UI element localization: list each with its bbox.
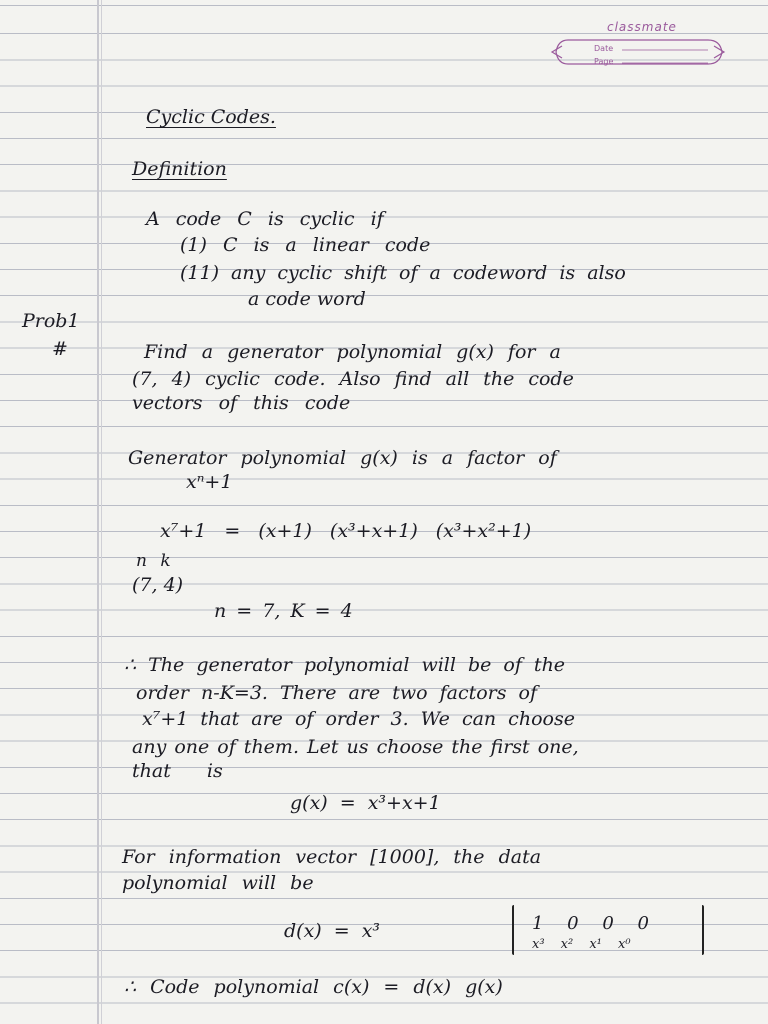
matrix-top-row: 1 0 0 0 — [532, 913, 649, 934]
date-label: Date — [594, 44, 614, 53]
definition-line-1: A code C is cyclic if — [146, 208, 384, 230]
order-line-1: ∴ The generator polynomial will be of the — [124, 654, 566, 676]
order-line-2: order n-K=3. There are two factors of — [136, 682, 537, 704]
info-vector-matrix — [512, 905, 704, 955]
factorization: x⁷+1 = (x+1) (x³+x+1) (x³+x²+1) — [160, 520, 532, 542]
problem-line-3: vectors of this code — [132, 392, 351, 414]
n-k-values: (7, 4) — [132, 574, 184, 596]
generator-line-2: xⁿ+1 — [186, 471, 233, 493]
data-polynomial: d(x) = x³ — [284, 920, 381, 942]
matrix-bottom-row: x³ x² x¹ x⁰ — [532, 937, 631, 952]
generator-line-1: Generator polynomial g(x) is a factor of — [128, 447, 557, 469]
problem-line-1: Find a generator polynomial g(x) for a — [144, 341, 561, 363]
n-k-equation: n = 7, K = 4 — [214, 600, 353, 622]
problem-line-2: (7, 4) cyclic code. Also find all the code — [132, 368, 574, 390]
definition-line-4: a code word — [248, 288, 366, 310]
definition-line-3: (11) any cyclic shift of a codeword is also — [180, 262, 626, 284]
note-title: Cyclic Codes. — [146, 106, 276, 128]
generator-polynomial: g(x) = x³+x+1 — [290, 792, 441, 814]
order-line-5: that is — [132, 760, 223, 782]
definition-heading: Definition — [132, 158, 227, 180]
brand-logo: classmate — [607, 20, 677, 34]
code-polynomial: ∴ Code polynomial c(x) = d(x) g(x) — [124, 976, 503, 998]
hash-label: # — [52, 338, 68, 360]
info-vector-line-1: For information vector [1000], the data — [122, 846, 542, 868]
n-k-labels: n k — [136, 551, 171, 571]
problem-label: Prob1 — [22, 310, 80, 332]
order-line-3: x⁷+1 that are of order 3. We can choose — [142, 708, 575, 730]
info-vector-line-2: polynomial will be — [122, 872, 314, 894]
margin-line — [97, 0, 99, 1024]
page-label: Page — [594, 57, 614, 66]
margin-line-inner — [101, 0, 102, 1024]
definition-line-2: (1) C is a linear code — [180, 234, 431, 256]
order-line-4: any one of them. Let us choose the first one, — [132, 736, 579, 758]
